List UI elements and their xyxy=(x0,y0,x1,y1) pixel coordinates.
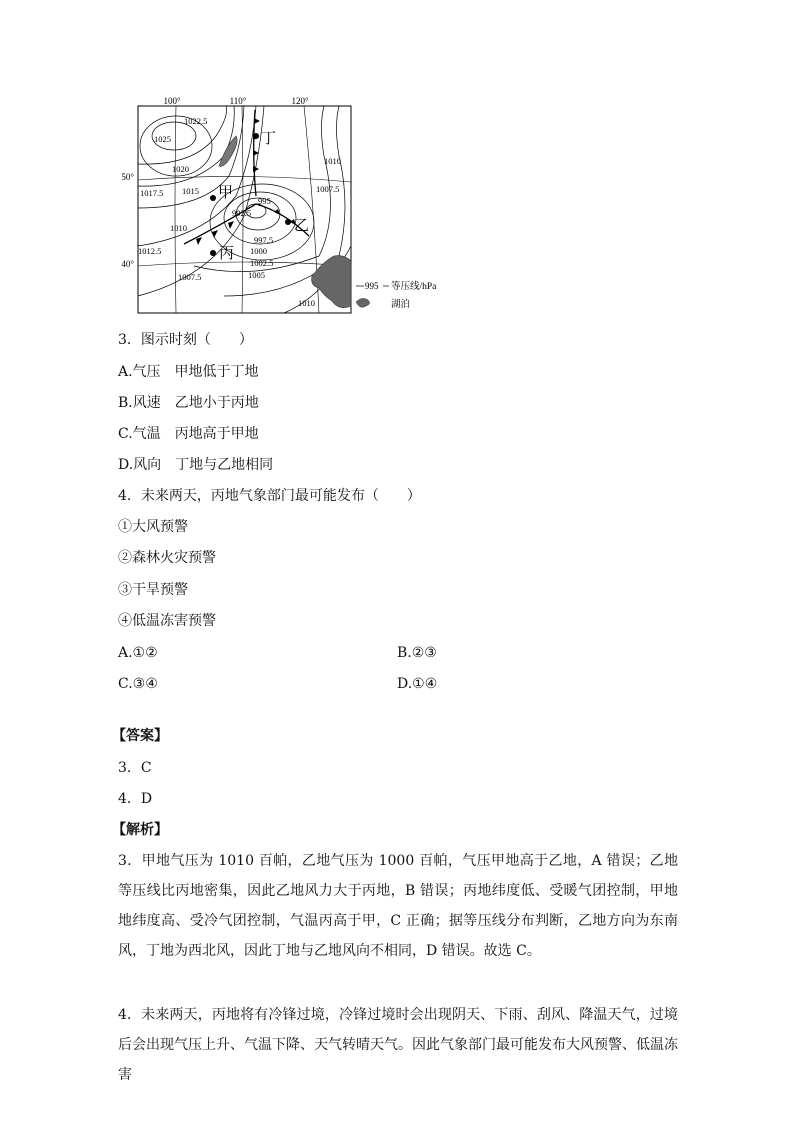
isobar-label: 1022.5 xyxy=(184,116,208,126)
q3-option-c: C.气温 丙地高于甲地 xyxy=(118,426,259,442)
isobar-label: 1010 xyxy=(170,223,187,233)
legend-isobar-value: 995 xyxy=(365,281,379,291)
lake-legend-icon xyxy=(356,298,370,307)
q4-item-2: ②森林火灾预警 xyxy=(118,550,216,566)
isobar-label: 992.5 xyxy=(232,208,252,218)
q4-item-4: ④低温冻害预警 xyxy=(118,613,216,629)
place-yi: 乙 xyxy=(294,218,310,234)
isobar-label: 1005 xyxy=(248,270,265,280)
isobar-label: 1007.5 xyxy=(316,184,340,194)
longitude-label: 120° xyxy=(291,96,309,106)
answer-heading: 【答案】 xyxy=(112,728,168,744)
isobar-label: 1000 xyxy=(250,246,267,256)
place-jia: 甲 xyxy=(218,185,234,201)
longitude-label: 100° xyxy=(163,96,181,106)
isobar-label: 1015 xyxy=(182,186,199,196)
q3-option-b: B.风速 乙地小于丙地 xyxy=(118,395,259,411)
q3-option-a: A.气压 甲地低于丁地 xyxy=(118,364,259,380)
isobar-label: 1007.5 xyxy=(178,272,202,282)
q3-option-d: D.风向 丁地与乙地相同 xyxy=(118,457,274,473)
isobar-label: 1012.5 xyxy=(138,246,162,256)
q4-item-3: ③干旱预警 xyxy=(118,582,188,598)
isobar-label: 1010 xyxy=(298,298,315,308)
q4-option-a: A.①② xyxy=(118,645,158,661)
place-bing: 丙 xyxy=(219,246,235,262)
isobar-label: 1025 xyxy=(154,134,171,144)
latitude-label: 40° xyxy=(121,259,134,269)
isobar-label: 995 xyxy=(258,196,271,206)
answer-3: 3．C xyxy=(118,760,152,776)
isobar-label: 997.5 xyxy=(254,235,274,245)
q4-stem: 4．未来两天，丙地气象部门最可能发布（ ） xyxy=(118,488,421,504)
latitude-label: 50° xyxy=(121,172,134,182)
q3-stem: 3．图示时刻（ ） xyxy=(118,332,253,348)
q4-option-c: C.③④ xyxy=(118,676,158,692)
q4-option-b: B.②③ xyxy=(397,645,437,661)
isobar-label: 1017.5 xyxy=(140,188,164,198)
place-ding: 丁 xyxy=(261,131,277,147)
analysis-heading: 【解析】 xyxy=(112,822,168,838)
answer-4: 4．D xyxy=(118,791,153,807)
isobar-label: 1020 xyxy=(172,164,189,174)
isobar-label: 1002.5 xyxy=(250,258,274,268)
isobar-label: 1010 xyxy=(324,156,341,166)
q4-item-1: ①大风预警 xyxy=(118,519,188,535)
analysis-paragraph-3: 3．甲地气压为 1010 百帕，乙地气压为 1000 百帕，气压甲地高于乙地，A 错误；乙地等压线比丙地密集，因此乙地风力大于丙地，B 错误；丙地纬度低、受暖气团控制，甲地地纬度高、受冷气团控制，气温丙高于甲，C 正确；据等压线分布判断，乙地方向为东南风，丁地为西北风，因此丁地与乙地风向不相同，D 错误。故选 C。 xyxy=(118,853,678,959)
isobar-map xyxy=(121,96,454,318)
longitude-label: 110° xyxy=(229,96,247,106)
legend-lake-text: 湖泊 xyxy=(391,300,411,310)
analysis-paragraph-4: 4．未来两天，丙地将有冷锋过境，冷锋过境时会出现阴天、下雨、刮风、降温天气，过境后会出现气压上升、气温下降、天气转晴天气。因此气象部门最可能发布大风预警、低温冻害 xyxy=(118,1007,678,1083)
q4-option-d: D.①④ xyxy=(397,676,438,692)
legend-isobar-text: 等压线/hPa xyxy=(391,282,437,292)
